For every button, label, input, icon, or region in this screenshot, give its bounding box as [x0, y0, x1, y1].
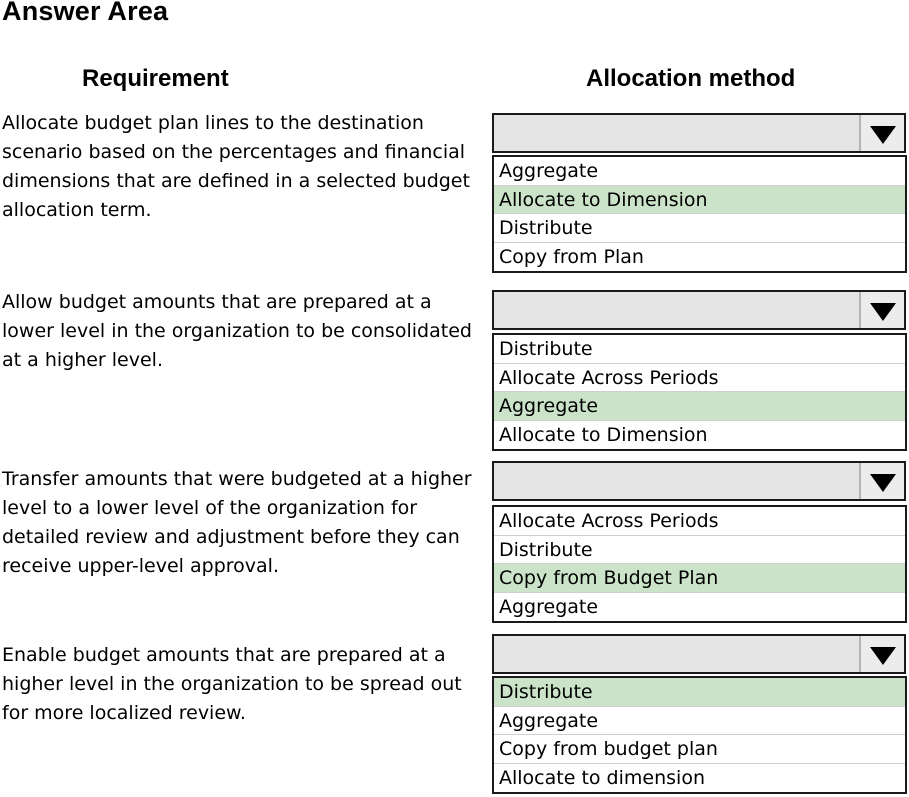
dropdown-button[interactable] [859, 636, 904, 672]
option-item-selected[interactable]: Copy from Budget Plan [494, 564, 905, 593]
dropdown-button[interactable] [859, 463, 904, 499]
allocation-method-column-header: Allocation method [586, 65, 796, 92]
option-item[interactable]: Copy from Plan [499, 245, 644, 268]
requirement-line: higher level in the organization to be spread out [2, 673, 462, 695]
triangle-down-icon [870, 126, 896, 144]
requirement-line: Transfer amounts that were budgeted at a higher [2, 468, 472, 490]
option-item-selected[interactable]: Aggregate [494, 392, 905, 421]
option-item[interactable]: Copy from budget plan [494, 735, 905, 764]
option-item[interactable]: Allocate to Dimension [499, 423, 708, 446]
requirement-line: Enable budget amounts that are prepared at a [2, 644, 446, 666]
triangle-down-icon [870, 474, 896, 492]
requirement-text-4 [2, 641, 488, 728]
allocation-dropdown-1[interactable] [492, 113, 906, 153]
option-item[interactable]: Aggregate [499, 595, 599, 618]
triangle-down-icon [870, 647, 896, 665]
option-item[interactable]: Distribute [494, 335, 905, 364]
option-item-selected[interactable]: Allocate to Dimension [494, 186, 905, 215]
requirement-line: Allocate budget plan lines to the destination [2, 112, 424, 134]
allocation-options-list-4 [492, 676, 907, 794]
option-item[interactable]: Distribute [494, 214, 905, 243]
triangle-down-icon [870, 303, 896, 321]
option-item[interactable]: Allocate Across Periods [494, 507, 905, 536]
page-title: Answer Area [2, 0, 169, 26]
requirement-column-header: Requirement [82, 65, 229, 92]
option-item[interactable]: Distribute [494, 536, 905, 565]
requirement-line: Allow budget amounts that are prepared at a [2, 291, 432, 313]
allocation-options-list-1 [492, 155, 907, 273]
requirement-line: allocation term. [2, 199, 152, 221]
requirement-line: dimensions that are defined in a selected budget [2, 170, 470, 192]
requirement-line: at a higher level. [2, 349, 163, 371]
requirement-text-1 [2, 109, 488, 225]
requirement-text-2 [2, 288, 488, 375]
requirement-line: level to a lower level of the organization for [2, 497, 418, 519]
option-item[interactable]: Allocate Across Periods [494, 364, 905, 393]
requirement-text-3 [2, 465, 488, 581]
allocation-dropdown-4[interactable] [492, 634, 906, 674]
allocation-options-list-3 [492, 505, 907, 623]
requirement-line: detailed review and adjustment before they can [2, 526, 460, 548]
allocation-dropdown-3[interactable] [492, 461, 906, 501]
allocation-options-list-2 [492, 333, 907, 451]
requirement-line: lower level in the organization to be consolidated [2, 320, 472, 342]
dropdown-button[interactable] [859, 292, 904, 328]
option-item-selected[interactable]: Distribute [494, 678, 905, 707]
requirement-line: for more localized review. [2, 702, 246, 724]
allocation-dropdown-2[interactable] [492, 290, 906, 330]
dropdown-button[interactable] [859, 115, 904, 151]
option-item[interactable]: Aggregate [494, 707, 905, 736]
option-item[interactable]: Aggregate [494, 157, 905, 186]
requirement-line: scenario based on the percentages and financial [2, 141, 466, 163]
requirement-line: receive upper-level approval. [2, 555, 279, 577]
option-item[interactable]: Allocate to dimension [499, 766, 705, 789]
